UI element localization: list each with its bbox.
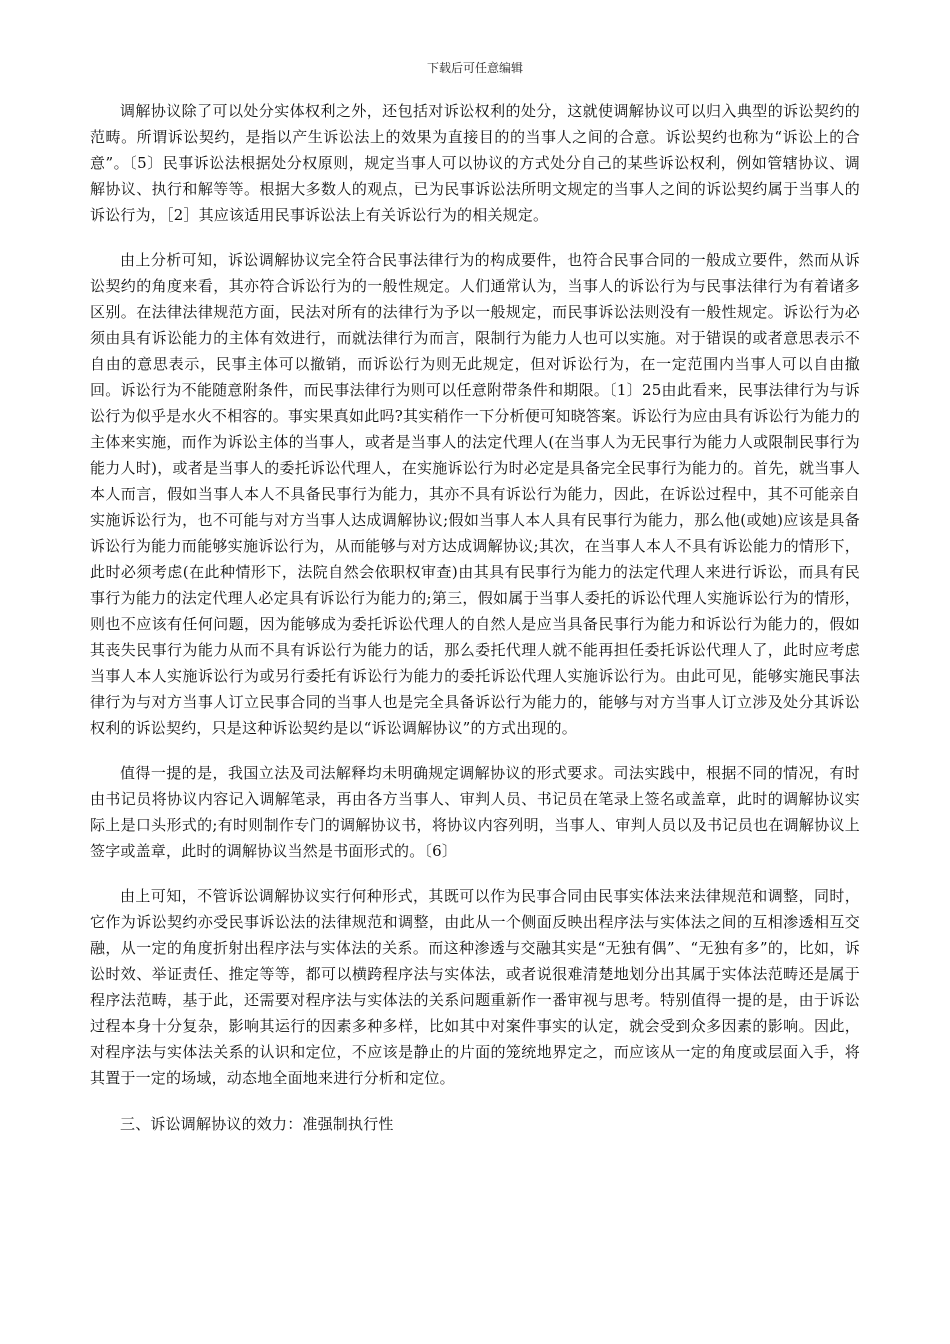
paragraph-4: 由上可知，不管诉讼调解协议实行何种形式，其既可以作为民事合同由民事实体法来法律规范和调整，同时，它作为诉讼契约亦受民事诉讼法的法律规范和调整，由此从一个侧面反映出程序法与实体法之间的互相渗透相互交融，从一定的角度折射出程序法与实体法的关系。而这种渗透与交融其实是“无独有偶”、“无独有多”的，比如，诉讼时效、举证责任、推定等等，都可以横跨程序法与实体法，或者说很难清楚地划分出其属于实体法范畴还是属于程序法范畴，基于此，还需要对程序法与实体法的关系问题重新作一番审视与思考。特别值得一提的是，由于诉讼过程本身十分复杂，影响其运行的因素多种多样，比如其中对案件事实的认定，就会受到众多因素的影响。因此，对程序法与实体法关系的认识和定位，不应该是静止的片面的笼统地界定之，而应该从一定的角度或层面入手，将其置于一定的场域，动态地全面地来进行分析和定位。 [90,887,860,1087]
document-body [90,98,860,1137]
section-heading: 三、诉讼调解协议的效力：准强制执行性 [120,1115,394,1133]
paragraph-1: 调解协议除了可以处分实体权利之外，还包括对诉讼权利的处分，这就使调解协议可以归入典型的诉讼契约的范畴。所谓诉讼契约，是指以产生诉讼法上的效果为直接目的的当事人之间的合意。诉讼契约也称为“诉讼上的合意”。〔5〕民事诉讼法根据处分权原则，规定当事人可以协议的方式处分自己的某些诉讼权利，例如管辖协议、调解协议、执行和解等等。根据大多数人的观点，已为民事诉讼法所明文规定的当事人之间的诉讼契约属于当事人的诉讼行为，［2］其应该适用民事诉讼法上有关诉讼行为的相关规定。 [90,102,860,224]
paragraph-2: 由上分析可知，诉讼调解协议完全符合民事法律行为的构成要件，也符合民事合同的一般成立要件，然而从诉讼契约的角度来看，其亦符合诉讼行为的一般性规定。人们通常认为，当事人的诉讼行为与民事法律行为有着诸多区别。在法律法律规范方面，民法对所有的法律行为予以一般规定，而民事诉讼法则没有一般性规定。诉讼行为必须由具有诉讼能力的主体有效进行，而就法律行为而言，限制行为能力人也可以实施。对于错误的或者意思表示不自由的意思表示，民事主体可以撤销，而诉讼行为则无此规定，但对诉讼行为，在一定范围内当事人可以自由撤回。诉讼行为不能随意附条件，而民事法律行为则可以任意附带条件和期限。〔1〕25由此看来，民事法律行为与诉讼行为似乎是水火不相容的。事实果真如此吗?其实稍作一下分析便可知晓答案。诉讼行为应由具有诉讼行为能力的主体来实施，而作为诉讼主体的当事人，或者是当事人的法定代理人(在当事人为无民事行为能力人或限制民事行为能力人时)，或者是当事人的委托诉讼代理人，在实施诉讼行为时必定是具备完全民事行为能力的。首先，就当事人本人而言，假如当事人本人不具备民事行为能力，其亦不具有诉讼行为能力，因此，在诉讼过程中，其不可能亲自实施诉讼行为，也不可能与对方当事人达成调解协议;假如当事人本人具有民事行为能力，那么他(或她)应该是具备诉讼行为能力而能够实施诉讼行为，从而能够与对方达成调解协议;其次，在当事人本人不具有诉讼能力的情形下，此时必须考虑(在此种情形下，法院自然会依职权审查)由其具有民事行为能力的法定代理人来进行诉讼，而具有民事行为能力的法定代理人必定具有诉讼行为能力的;第三，假如属于当事人委托的诉讼代理人实施诉讼行为的情形，则也不应该有任何问题，因为能够成为委托诉讼代理人的自然人是应当具备民事行为能力和诉讼行为能力的，假如其丧失民事行为能力从而不具有诉讼行为能力的话，那么委托代理人就不能再担任委托诉讼代理人了，此时应考虑当事人本人实施诉讼行为或另行委托有诉讼行为能力的委托诉讼代理人实施诉讼行为。由此可见，能够实施民事法律行为与对方当事人订立民事合同的当事人也是完全具备诉讼行为能力的，能够与对方当事人订立涉及处分其诉讼权利的诉讼契约，只是这种诉讼契约是以“诉讼调解协议”的方式出现的。 [90,251,860,737]
paragraph-3: 值得一提的是，我国立法及司法解释均未明确规定调解协议的形式要求。司法实践中，根据不同的情况，有时由书记员将协议内容记入调解笔录，再由各方当事人、审判人员、书记员在笔录上签名或盖章，此时的调解协议实际上是口头形式的;有时则制作专门的调解协议书，将协议内容列明，当事人、审判人员以及书记员也在调解协议上签字或盖章，此时的调解协议当然是书面形式的。〔6〕 [90,764,860,860]
page-header-note: 下载后可任意编辑 [426,61,523,75]
